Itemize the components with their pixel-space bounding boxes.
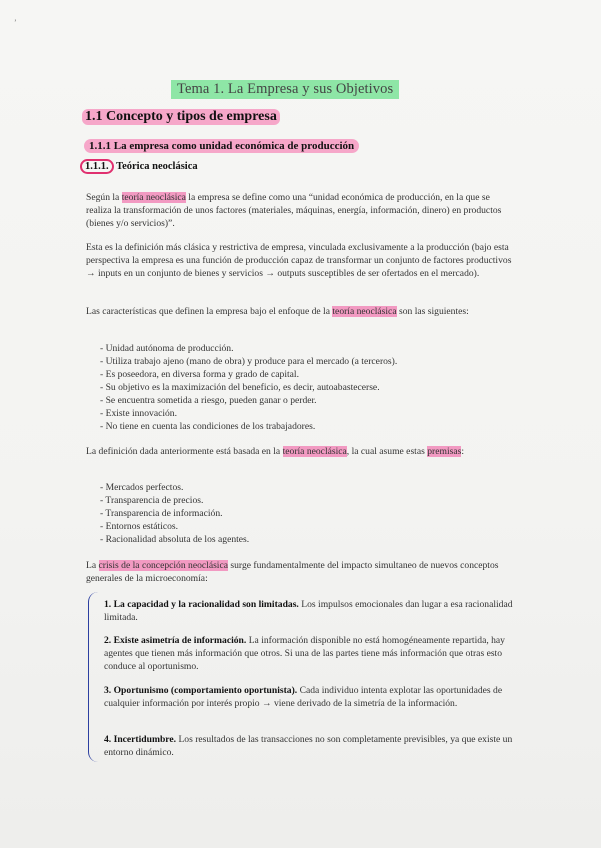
item-heading: 4. Incertidumbre. <box>104 734 177 745</box>
item-heading: 3. Oportunismo (comportamiento oportunista). <box>104 685 298 696</box>
list-item: - Utiliza trabajo ajeno (mano de obra) y produce para el mercado (a terceros). <box>100 356 398 367</box>
page-title: Tema 1. La Empresa y sus Objetivos <box>171 80 399 99</box>
subsubsection-label: Teórica neoclásica <box>116 161 198 172</box>
handwritten-brace <box>88 592 99 762</box>
highlight-text: premisas <box>427 446 462 457</box>
list-item: - No tiene en cuenta las condiciones de los trabajadores. <box>100 421 316 432</box>
paragraph-definition <box>86 191 516 230</box>
text-run: surge fundamentalmente del impacto simultaneo de nuevos conceptos generales de la microeconomía: <box>86 560 499 584</box>
item-text: Los impulsos emocionales dan lugar a esa racionalidad limitada. <box>104 599 513 623</box>
list-item: - Racionalidad absoluta de los agentes. <box>100 534 250 545</box>
highlight-text: teoría neoclásica <box>332 306 397 317</box>
text-run: : <box>461 446 465 457</box>
highlight-text: crisis de la concepción neoclásica <box>98 560 228 571</box>
subsubsection-number: 1.1.1. <box>80 159 114 174</box>
paragraph-characteristics <box>86 305 516 318</box>
item-text: La información disponible no está homogéneamente repartida, hay agentes que tienen más información que otros. Si una de las partes tiene más información que otras esto conduce al oportunismo. <box>104 635 505 672</box>
item-heading: 1. La capacidad y la racionalidad son limitadas. <box>104 599 299 610</box>
text-run: La definición dada anteriormente está basada en la <box>86 446 283 457</box>
section-heading: 1.1 Concepto y tipos de empresa <box>82 109 280 125</box>
numbered-item <box>104 684 516 710</box>
list-item: - Es poseedora, en diversa forma y grado de capital. <box>100 369 299 380</box>
premises-list <box>100 481 520 546</box>
list-item: - Su objetivo es la maximización del beneficio, es decir, autoabastecerse. <box>100 382 380 393</box>
text-run: La <box>86 560 99 571</box>
list-item: - Transparencia de precios. <box>100 495 204 506</box>
paragraph-production: Esta es la definición más clásica y restrictiva de empresa, vinculada exclusivamente a la producción (bajo esta perspectiva la empresa es una función de producción capaz de transformar un conjunto de factores productivos → inputs en un conjunto de bienes y servicios → outputs susceptibles de ser ofertados en el mercado). <box>86 242 512 279</box>
highlight-text: teoría neoclásica <box>282 446 347 457</box>
item-text: Los resultados de las transacciones no son completamente previsibles, ya que existe un entorno dinámico. <box>104 734 513 758</box>
item-text: Cada individuo intenta explotar las oportunidades de cualquier información por interés propio → viene derivado de la simetría de la información. <box>104 685 503 709</box>
characteristics-list <box>100 342 520 433</box>
highlight-text: teoría neoclásica <box>121 192 186 203</box>
numbered-item <box>104 598 516 624</box>
list-item: - Unidad autónoma de producción. <box>100 343 234 354</box>
list-item: - Entornos estáticos. <box>100 521 179 532</box>
corner-mark: ’ <box>14 18 17 27</box>
text-run: son las siguientes: <box>396 306 469 317</box>
text-run: Las características que definen la empresa bajo el enfoque de la <box>86 306 333 317</box>
list-item: - Mercados perfectos. <box>100 482 184 493</box>
text-run: Según la <box>86 192 122 203</box>
text-run: , la cual asume estas <box>346 446 428 457</box>
numbered-item <box>104 634 516 673</box>
list-item: - Transparencia de información. <box>100 508 223 519</box>
list-item: - Se encuentra sometida a riesgo, pueden ganar o perder. <box>100 395 317 406</box>
list-item: - Existe innovación. <box>100 408 177 419</box>
numbered-item <box>104 733 516 759</box>
subsubsection-heading <box>80 161 198 172</box>
text-run: la empresa se define como una “unidad económica de producción, en la que se realiza la transformación de unos factores (materiales, máquinas, energía, información, dinero) en productos (bienes y/o servicios)”. <box>86 192 502 229</box>
subsection-heading: 1.1.1 La empresa como unidad económica de producción <box>84 139 359 153</box>
paragraph-crisis <box>86 559 516 585</box>
paragraph-premises <box>86 445 516 458</box>
item-heading: 2. Existe asimetría de información. <box>104 635 247 646</box>
